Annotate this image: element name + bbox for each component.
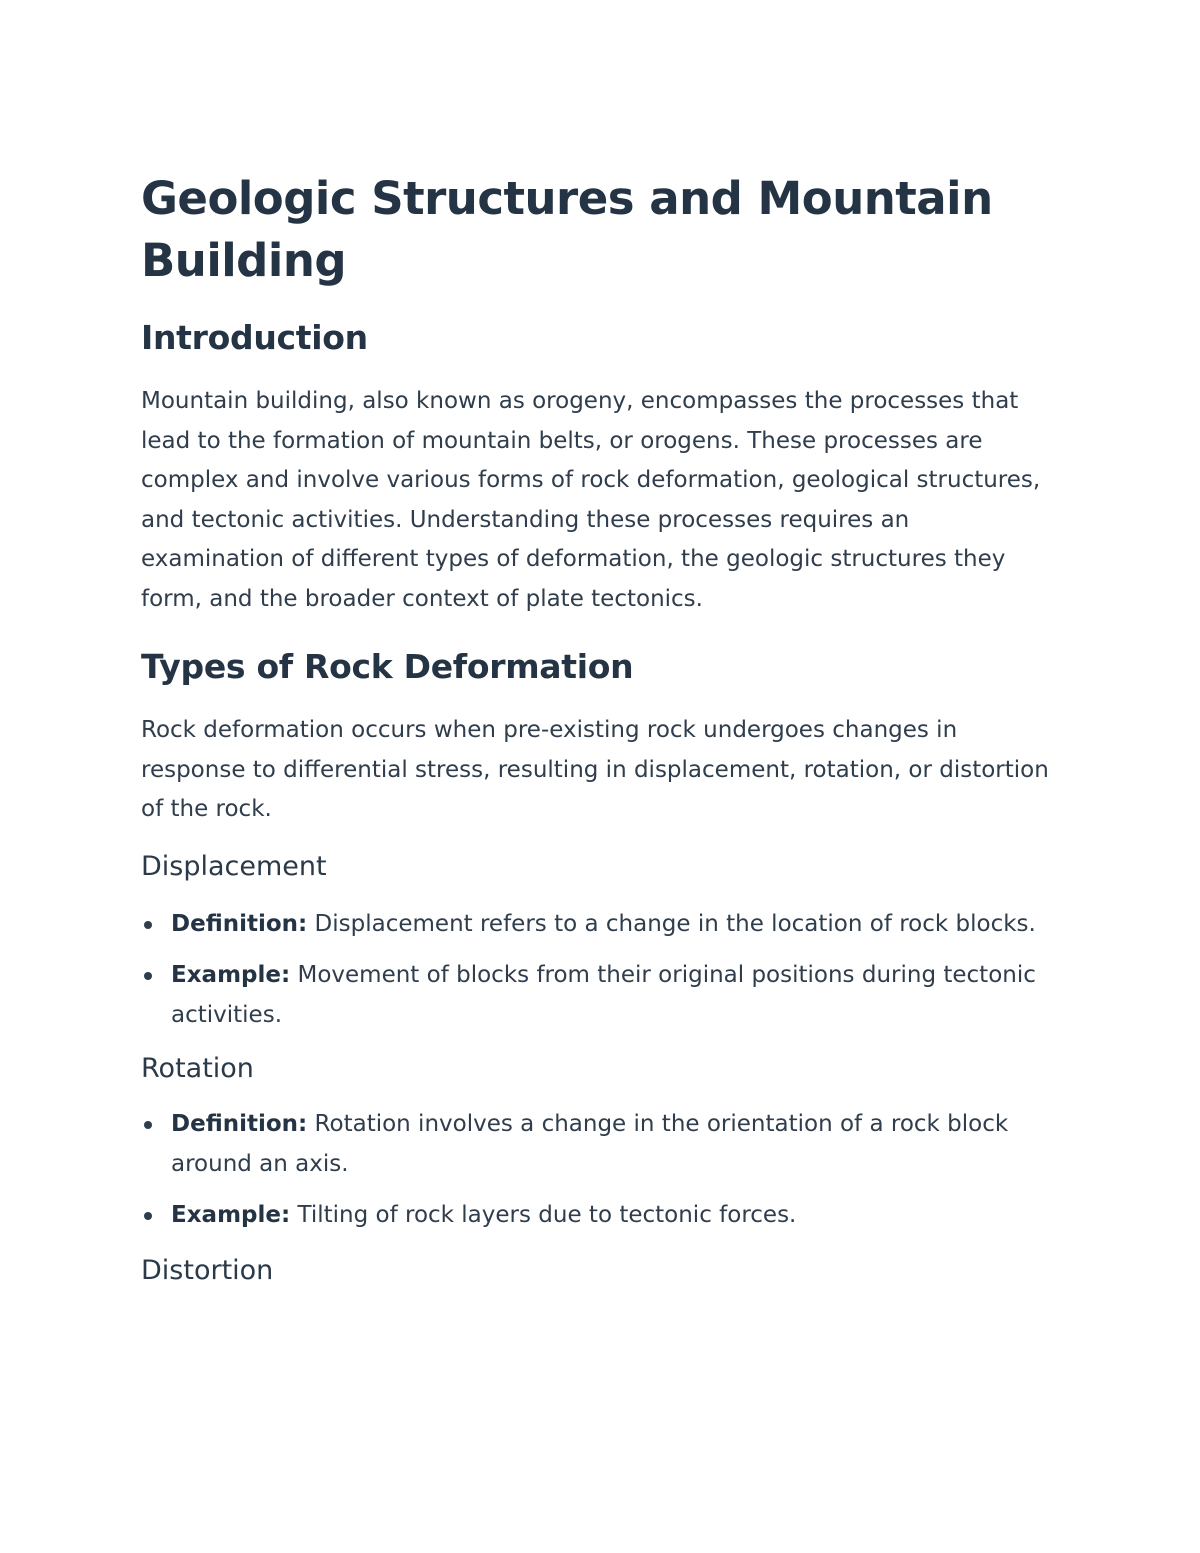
bullet-icon bbox=[144, 972, 152, 980]
list-item-text: Tilting of rock layers due to tectonic forces. bbox=[290, 1202, 797, 1228]
list-item bbox=[141, 956, 1056, 1035]
list-item-label: Example: bbox=[171, 962, 291, 988]
subheading-rotation: Rotation bbox=[141, 1053, 254, 1084]
bullet-icon bbox=[144, 1212, 152, 1220]
document-page bbox=[141, 168, 1056, 1289]
list-item bbox=[141, 1105, 1056, 1184]
subheading-distortion: Distortion bbox=[141, 1254, 274, 1286]
introduction-paragraph: Mountain building, also known as orogeny, encompasses the processes that lead to the formation of mountain belts, or orogens. These processes are complex and involve various forms of rock deformation, geological structures, and tectonic activities. Understanding these processes requires an examination of different types of deformation, the geologic structures they form, and the broader context of plate tectonics. bbox=[141, 388, 1041, 612]
rotation-list bbox=[141, 1105, 1056, 1236]
list-item-label: Example: bbox=[171, 1202, 291, 1228]
list-item-text: Rotation involves a change in the orientation of a rock block around an axis. bbox=[171, 1111, 1009, 1177]
list-item-label: Definition: bbox=[171, 1111, 308, 1137]
bullet-icon bbox=[144, 921, 152, 929]
page-title: Geologic Structures and Mountain Building bbox=[141, 172, 993, 287]
list-item-text: Movement of blocks from their original positions during tectonic activities. bbox=[171, 962, 1036, 1028]
bullet-icon bbox=[144, 1121, 152, 1129]
list-item bbox=[141, 1196, 1056, 1236]
list-item bbox=[141, 905, 1056, 945]
section-heading-types-of-rock-deformation: Types of Rock Deformation bbox=[141, 647, 634, 686]
list-item-label: Definition: bbox=[171, 910, 308, 937]
displacement-list bbox=[141, 905, 1056, 1036]
types-paragraph: Rock deformation occurs when pre-existing rock undergoes changes in response to differential stress, resulting in displacement, rotation, or distortion of the rock. bbox=[141, 717, 1049, 822]
list-item-text: Displacement refers to a change in the location of rock blocks. bbox=[307, 910, 1036, 937]
section-heading-introduction: Introduction bbox=[141, 318, 368, 357]
subheading-displacement: Displacement bbox=[141, 850, 327, 882]
